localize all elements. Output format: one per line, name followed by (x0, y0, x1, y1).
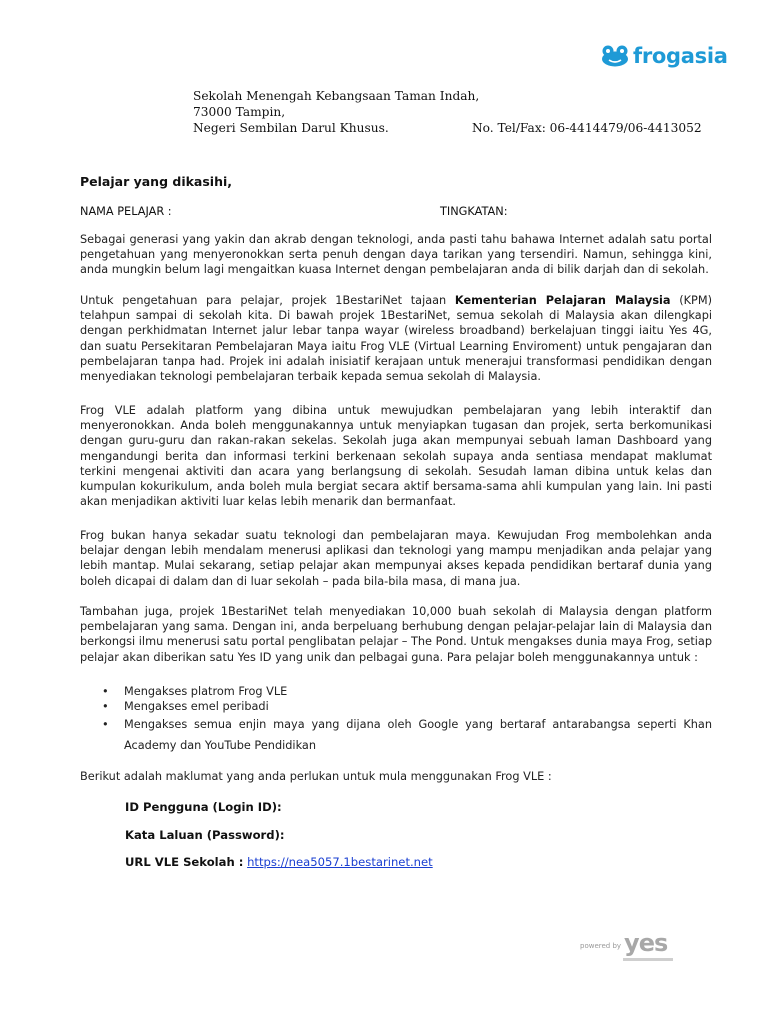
vle-url-link[interactable]: https://nea5057.1bestarinet.net (247, 855, 433, 869)
password-label (125, 828, 285, 842)
list-item-text: Mengakses emel peribadi (124, 700, 269, 714)
powered-by-yes-logo (580, 929, 668, 957)
paragraph-2-end: (KPM) telahpun sampai di sekolah kita. Di bawah projek 1BestariNet, semua sekolah di Malaysia akan dilengkapi dengan perkhidmatan Internet jalur lebar tanpa wayar (wireless broadband) berkelajuan tinggi iaitu Yes 4G, dan suatu Persekitaran Pembelajaran Maya iaitu Frog VLE (Virtual Learning Enviroment) untuk pengajaran dan pembelajaran tanpa had. Projek ini adalah inisiatif kerajaan untuk menerajui transformasi pendidikan dengan menyediakan teknologi pembelajaran terbaik kepada semua sekolah di Malaysia. (80, 294, 712, 384)
frogasia-logo (600, 44, 728, 68)
list-item (80, 699, 712, 714)
list-item-text: Mengakses semua enjin maya yang dijana oleh Google yang bertaraf antarabangsa seperti Khan Academy dan YouTube Pendidikan (124, 718, 712, 753)
bullet-icon: • (102, 685, 109, 698)
paragraph-6: Berikut adalah maklumat yang anda perlukan untuk mula menggunakan Frog VLE : (80, 770, 552, 783)
address-tel: No. Tel/Fax: 06-4414479/06-4413052 (472, 121, 702, 135)
vle-url-label: URL VLE Sekolah : (125, 855, 244, 869)
ministry-name: Kementerian Pelajaran Malaysia (454, 294, 671, 307)
password-text: Kata Laluan (Password): (125, 828, 285, 842)
paragraph-3: Frog VLE adalah platform yang dibina untuk mewujudkan pembelajaran yang lebih interaktif dan menyeronokkan. Anda boleh menggunakannya untuk menyiapkan tugasan dan projek, serta berkomunikasi dengan guru-guru dan rakan-rakan sekelas. Sekolah juga akan mempunyai sebuah laman Dashboard yang mengandungi berita dan informasi terkini berkenaan sekolah supaya anda sentiasa mendapat maklumat terkini mengenai aktiviti dan acara yang berlangsung di sekolah. Sesudah laman dibina untuk kelas dan kumpulan kokurikulum, anda boleh mula bergiat secara aktif bersama-sama ahli kumpulan yang lain. Ini pasti akan menjadikan aktiviti luar kelas lebih menarik dan bermanfaat. (80, 404, 712, 509)
login-id-label (125, 800, 282, 814)
address-line-1: Sekolah Menengah Kebangsaan Taman Indah, (193, 89, 480, 103)
paragraph-5: Tambahan juga, projek 1BestariNet telah menyediakan 10,000 buah sekolah di Malaysia dengan platform pembelajaran yang sama. Dengan ini, anda berpeluang berhubung dengan pelajar-pelajar lain di Malaysia dan berkongsi ilmu menerusi satu portal penglibatan pelajar – The Pond. Untuk mengakses dunia maya Frog, setiap pelajar akan diberikan satu Yes ID yang unik dan pelbagai guna. Para pelajar boleh menggunakannya untuk : (80, 605, 712, 664)
vle-url-row (125, 855, 433, 869)
greeting: Pelajar yang dikasihi, (80, 174, 233, 189)
list-item-text: Mengakses platrom Frog VLE (124, 685, 288, 698)
paragraph-1: Sebagai generasi yang yakin dan akrab dengan teknologi, anda pasti tahu bahawa Internet adalah satu portal pengetahuan yang menyeronokkan serta penuh dengan daya tarikan yang tersendiri. Namun, sehingga kini, anda mungkin belum lagi mengaitkan kuasa Internet dengan pembelajaran anda di bilik darjah dan di sekolah. (80, 233, 712, 277)
address-line-3: Negeri Sembilan Darul Khusus. (193, 121, 389, 135)
bullet-icon: • (102, 700, 109, 714)
form-level-label: TINGKATAN: (440, 205, 508, 218)
paragraph-2-start: Untuk pengetahuan para pelajar, projek 1BestariNet tajaan (80, 294, 455, 307)
yes-logo-text: yes (624, 929, 668, 957)
paragraph-4: Frog bukan hanya sekadar suatu teknologi dan pembelajaran maya. Kewujudan Frog membolehkan anda belajar dengan lebih mendalam menerusi aplikasi dan teknologi yang mampu menjadikan anda pelajar yang lebih mantap. Mulai sekarang, setiap pelajar akan mempunyai akses kepada pendidikan bertaraf dunia yang boleh dicapai di dalam dan di luar sekolah – pada bila-bila masa, di mana jua. (80, 529, 712, 588)
usage-list (80, 684, 712, 756)
login-id-text: ID Pengguna (Login ID): (125, 800, 282, 814)
list-item (80, 714, 712, 756)
bullet-icon: • (102, 718, 109, 732)
logo-text: frogasia (633, 44, 728, 68)
paragraph-2 (80, 293, 712, 384)
yes-tagline-line (623, 958, 673, 961)
list-item (80, 684, 712, 699)
powered-by-label: powered by (580, 942, 622, 950)
student-name-label: NAMA PELAJAR : (80, 205, 172, 218)
frog-icon (600, 44, 630, 68)
address-line-2: 73000 Tampin, (193, 105, 286, 119)
